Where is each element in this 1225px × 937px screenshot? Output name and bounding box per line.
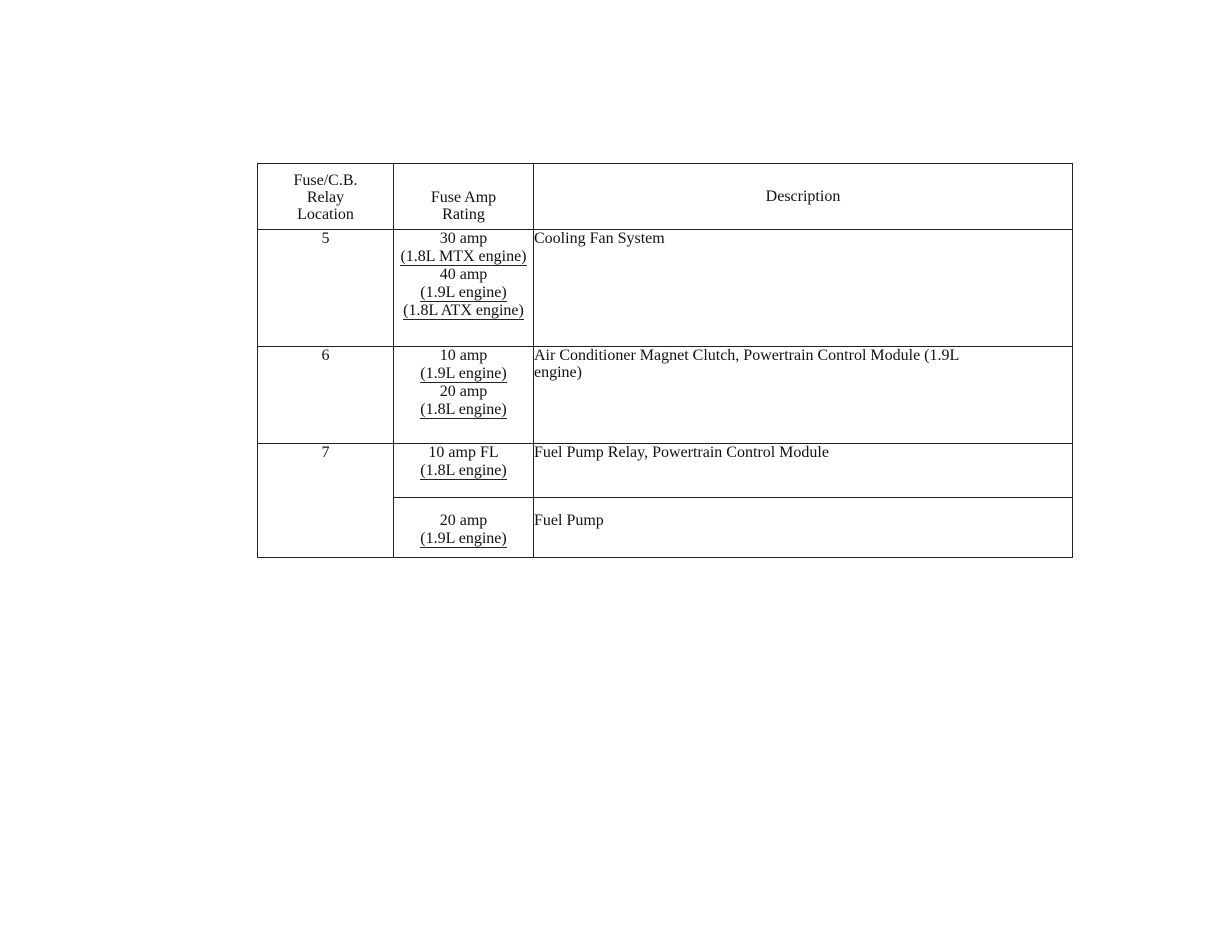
rating-engine: (1.8L ATX engine)	[403, 302, 524, 319]
table-header-row	[258, 164, 1073, 230]
rating-engine: (1.9L engine)	[420, 365, 507, 382]
rating-value: 40 amp	[439, 266, 488, 283]
rating-engine: (1.9L engine)	[420, 530, 507, 547]
rating-value: 20 amp	[439, 512, 488, 529]
cell-description: Fuel Pump	[534, 498, 1073, 558]
cell-description: Cooling Fan System	[534, 230, 1073, 347]
cell-location: 5	[258, 230, 394, 347]
header-location	[258, 164, 394, 230]
cell-rating	[394, 498, 534, 558]
cell-rating	[394, 347, 534, 444]
cell-description: Fuel Pump Relay, Powertrain Control Module	[534, 444, 1073, 498]
fuse-rating-table	[257, 163, 1073, 558]
cell-rating	[394, 444, 534, 498]
header-location-line-3: Location	[297, 206, 354, 223]
description-text: Air Conditioner Magnet Clutch, Powertrain Control Module (1.9L engine)	[534, 347, 959, 381]
rating-engine: (1.8L engine)	[420, 462, 507, 479]
rating-engine: (1.8L engine)	[420, 401, 507, 418]
table-row	[258, 230, 1073, 347]
header-rating	[394, 164, 534, 230]
rating-engine: (1.8L MTX engine)	[400, 248, 527, 265]
table-row	[258, 347, 1073, 444]
cell-rating	[394, 230, 534, 347]
header-rating-line-1: Fuse Amp	[430, 189, 497, 206]
rating-value: 20 amp	[439, 383, 488, 400]
header-rating-line-2: Rating	[442, 206, 485, 223]
rating-value: 10 amp FL	[428, 444, 499, 461]
header-location-line-1: Fuse/C.B.	[293, 172, 358, 189]
cell-description	[534, 347, 1073, 444]
cell-location: 6	[258, 347, 394, 444]
cell-location: 7	[258, 444, 394, 558]
table-row	[258, 444, 1073, 498]
rating-value: 30 amp	[439, 230, 488, 247]
header-location-line-2: Relay	[306, 189, 345, 206]
header-description: Description	[534, 164, 1073, 230]
rating-value: 10 amp	[439, 347, 488, 364]
rating-engine: (1.9L engine)	[420, 284, 507, 301]
